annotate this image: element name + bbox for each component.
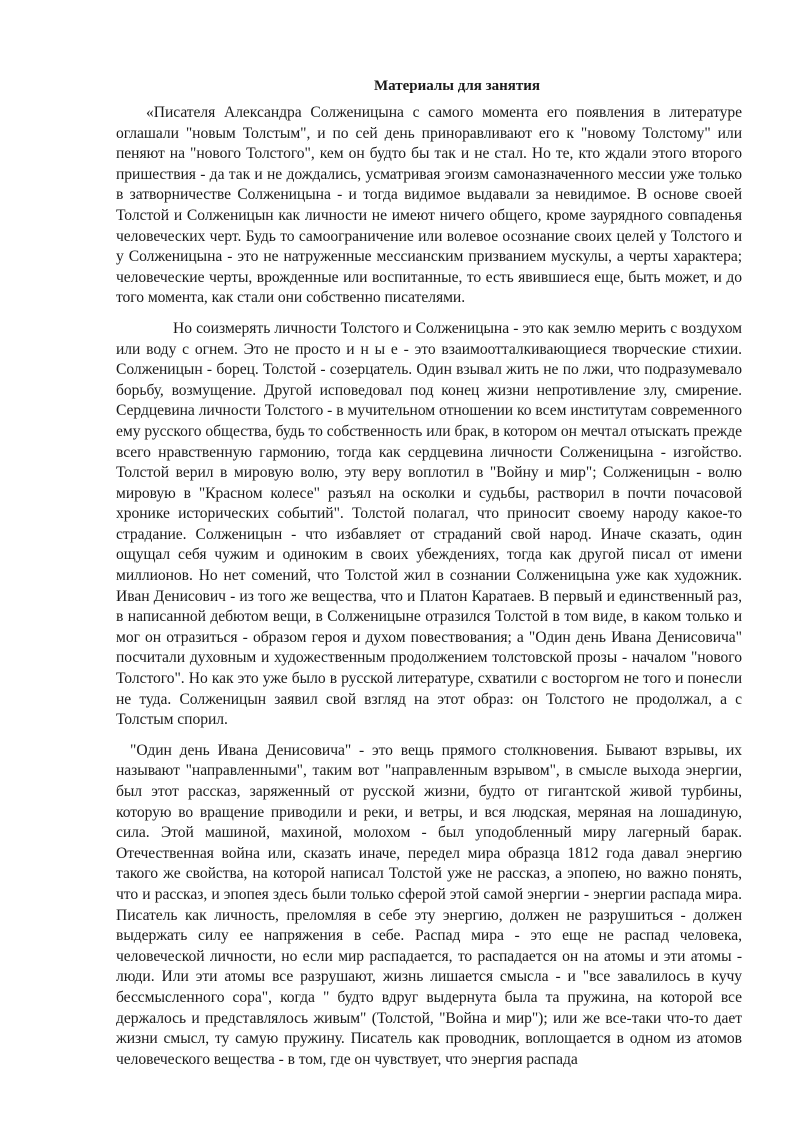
paragraph-2: Но соизмерять личности Толстого и Солженицына - это как землю мерить с воздухом или воду с огнем. Это не просто и н ы е - это взаимоотталкивающиеся творческие стихии. Солженицын - борец. Толстой - созерцатель. Один взывал жить не по лжи, что подразумевало борьбу, возмущение. Другой исповедовал под конец жизни непротивление злу, смирение. Сердцевина личности Толстого - в мучительном отношении ко всем институтам современного ему русского общества, будь то собственность или брак, в котором он мечтал отыскать прежде всего нравственную гармонию, тогда как сердцевина личности Солженицына - изгойство. Толстой верил в мировую волю, эту веру воплотил в "Войну и мир"; Солженицын - волю мировую в "Красном колесе" разъял на осколки и судьбы, растворил в почти почасовой хронике исторических событий". Толстой полагал, что приносит своему народу какое-то страдание. Солженицын - что избавляет от страданий свой народ. Иначе сказать, один ощущал себя чужим и одиноким в своих убеждениях, тогда как другой писал от имени миллионов. Но нет сомений, что Толстой жил в сознании Солженицына уже как художник. Иван Денисович - из того же вещества, что и Платон Каратаев. В первый и единственный раз, в написанной дебютом вещи, в Солженицыне отразился Толстой в том виде, в каком только и мог он отразиться - образом героя и духом повествования; а "Один день Ивана Денисовича" посчитали духовным и художественным продолжением толстовской прозы - началом "нового Толстого". Но как это уже было в русской литературе, схватили с восторгом не того и понесли не туда. Солженицын заявил свой взгляд на этот образ: он Толстого не продолжал, а с Толстым спорил.: [116, 319, 742, 729]
document-title: Материалы для занятия: [373, 78, 541, 94]
paragraph-1: «Писателя Александра Солженицына с самого момента его появления в литературе оглашали "новым Толстым", и по сей день приноравливают его к "новому Толстому" или пеняют на "нового Толстого", кем он будто бы так и не стал. Но те, кто ждали этого второго пришествия - да так и не дождались, усматривая эгоизм самоназначенного мессии уже только в затворничестве Солженицына - и тогда видимое выдавали за невидимое. В основе своей Толстой и Солженицын как личности не имеют ничего общего, кроме заурядного совпаденья человеческих черт. Будь то самоограничение или волевое осознание своих целей у Толстого и у Солженицына - это не натруженные мессианским призванием мускулы, а черты характера; человеческие черты, врожденные или воспитанные, то есть явившиеся еще, быть может, и до того момента, как стали они собственно писателями.: [116, 104, 742, 307]
paragraph-3: "Один день Ивана Денисовича" - это вещь прямого столкновения. Бывают взрывы, их называют "направленными", таким вот "направленным взрывом", в смысле выхода энергии, был этот рассказ, заряженный от русской жизни, будто от гигантской живой турбины, которую во вращение приводили и реки, и ветры, и вся людская, меряная на лошадиную, сила. Этой машиной, махиной, молохом - был уподобленный миру лагерный барак. Отечественная война или, сказать иначе, передел мира образца 1812 года давал энергию такого же свойства, на которой написал Толстой уже не рассказ, а эпопею, но важно понять, что и рассказ, и эпопея здесь были только сферой этой самой энергии - энергии распада мира. Писатель как личность, преломляя в себе эту энергию, должен не разрушиться - должен выдержать силу ее напряжения в себе. Распад мира - это еще не распад человека, человеческой личности, но если мир распадается, то распадается он на атомы и эти атомы - люди. Или эти атомы все разрушают, жизнь лишается смысла - и "все завалилось в кучу бессмысленного сора", когда " будто вдруг выдернута была та пружина, на которой все держалось и представлялось живым" (Толстой, "Война и мир"); или же все-таки что-то дает жизни смысл, ту самую пружину. Писатель как проводник, воплощается в одном из атомов человеческого вещества - в том, где он чувствует, что энергия распада: [116, 741, 742, 1068]
document-page: [116, 76, 742, 1070]
